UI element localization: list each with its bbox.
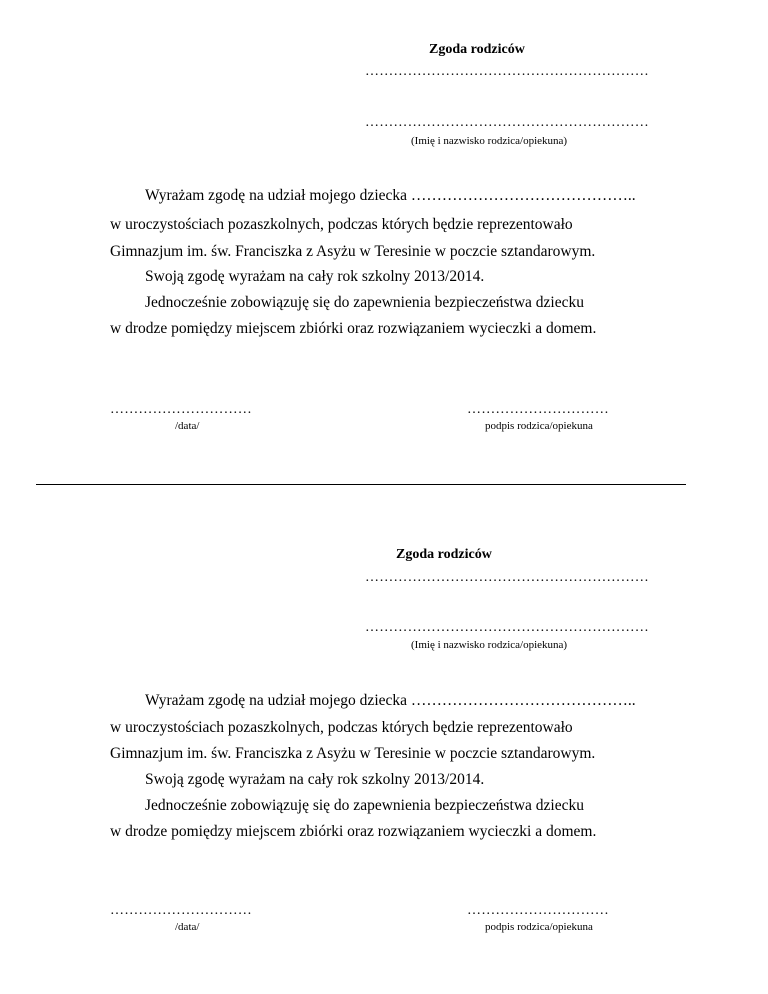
parent-name-caption: (Imię i nazwisko rodzica/opiekuna): [411, 639, 568, 651]
consent-text-line-2: w uroczystościach pozaszkolnych, podczas których będzie reprezentowało: [110, 216, 573, 233]
parent-name-caption: (Imię i nazwisko rodzica/opiekuna): [411, 135, 568, 147]
signature-label: podpis rodzica/opiekuna: [485, 420, 593, 432]
consent-text-line-5: Jednocześnie zobowiązuję się do zapewnienia bezpieczeństwa dziecku: [145, 294, 584, 311]
date-label: /data/: [175, 921, 200, 933]
consent-text-line-6: w drodze pomiędzy miejscem zbiórki oraz rozwiązaniem wycieczki a domem.: [110, 320, 597, 337]
consent-text-line-2: w uroczystościach pozaszkolnych, podczas których będzie reprezentowało: [110, 719, 573, 736]
consent-text-line-4: Swoją zgodę wyrażam na cały rok szkolny 2013/2014.: [145, 268, 485, 285]
consent-text-line-1: Wyrażam zgodę na udział mojego dziecka ……………………………………..: [145, 692, 636, 709]
consent-text-line-3: Gimnazjum im. św. Franciszka z Asyżu w Teresinie w poczcie sztandarowym.: [110, 745, 596, 762]
consent-text-line-4: Swoją zgodę wyrażam na cały rok szkolny 2013/2014.: [145, 771, 485, 788]
parent-name-line-1: ……………………………………………………: [365, 64, 649, 79]
signature-line: …………………………: [467, 903, 609, 918]
consent-text-line-5: Jednocześnie zobowiązuję się do zapewnienia bezpieczeństwa dziecku: [145, 797, 584, 814]
date-label: /data/: [175, 420, 200, 432]
date-line: …………………………: [110, 402, 252, 417]
signature-label: podpis rodzica/opiekuna: [485, 921, 593, 933]
signature-line: …………………………: [467, 402, 609, 417]
consent-form-1: [0, 0, 768, 480]
consent-text-line-3: Gimnazjum im. św. Franciszka z Asyżu w Teresinie w poczcie sztandarowym.: [110, 243, 596, 260]
parent-name-line-2: ……………………………………………………: [365, 115, 649, 130]
cut-line-divider: [36, 484, 686, 485]
parent-name-line-1: ……………………………………………………: [365, 570, 649, 585]
form-title: Zgoda rodziców: [396, 547, 492, 562]
consent-text-line-1: Wyrażam zgodę na udział mojego dziecka ……………………………………..: [145, 187, 636, 204]
consent-form-2: [0, 507, 768, 987]
consent-text-line-6: w drodze pomiędzy miejscem zbiórki oraz rozwiązaniem wycieczki a domem.: [110, 823, 597, 840]
date-line: …………………………: [110, 903, 252, 918]
parent-name-line-2: ……………………………………………………: [365, 620, 649, 635]
form-title: Zgoda rodziców: [429, 42, 525, 57]
